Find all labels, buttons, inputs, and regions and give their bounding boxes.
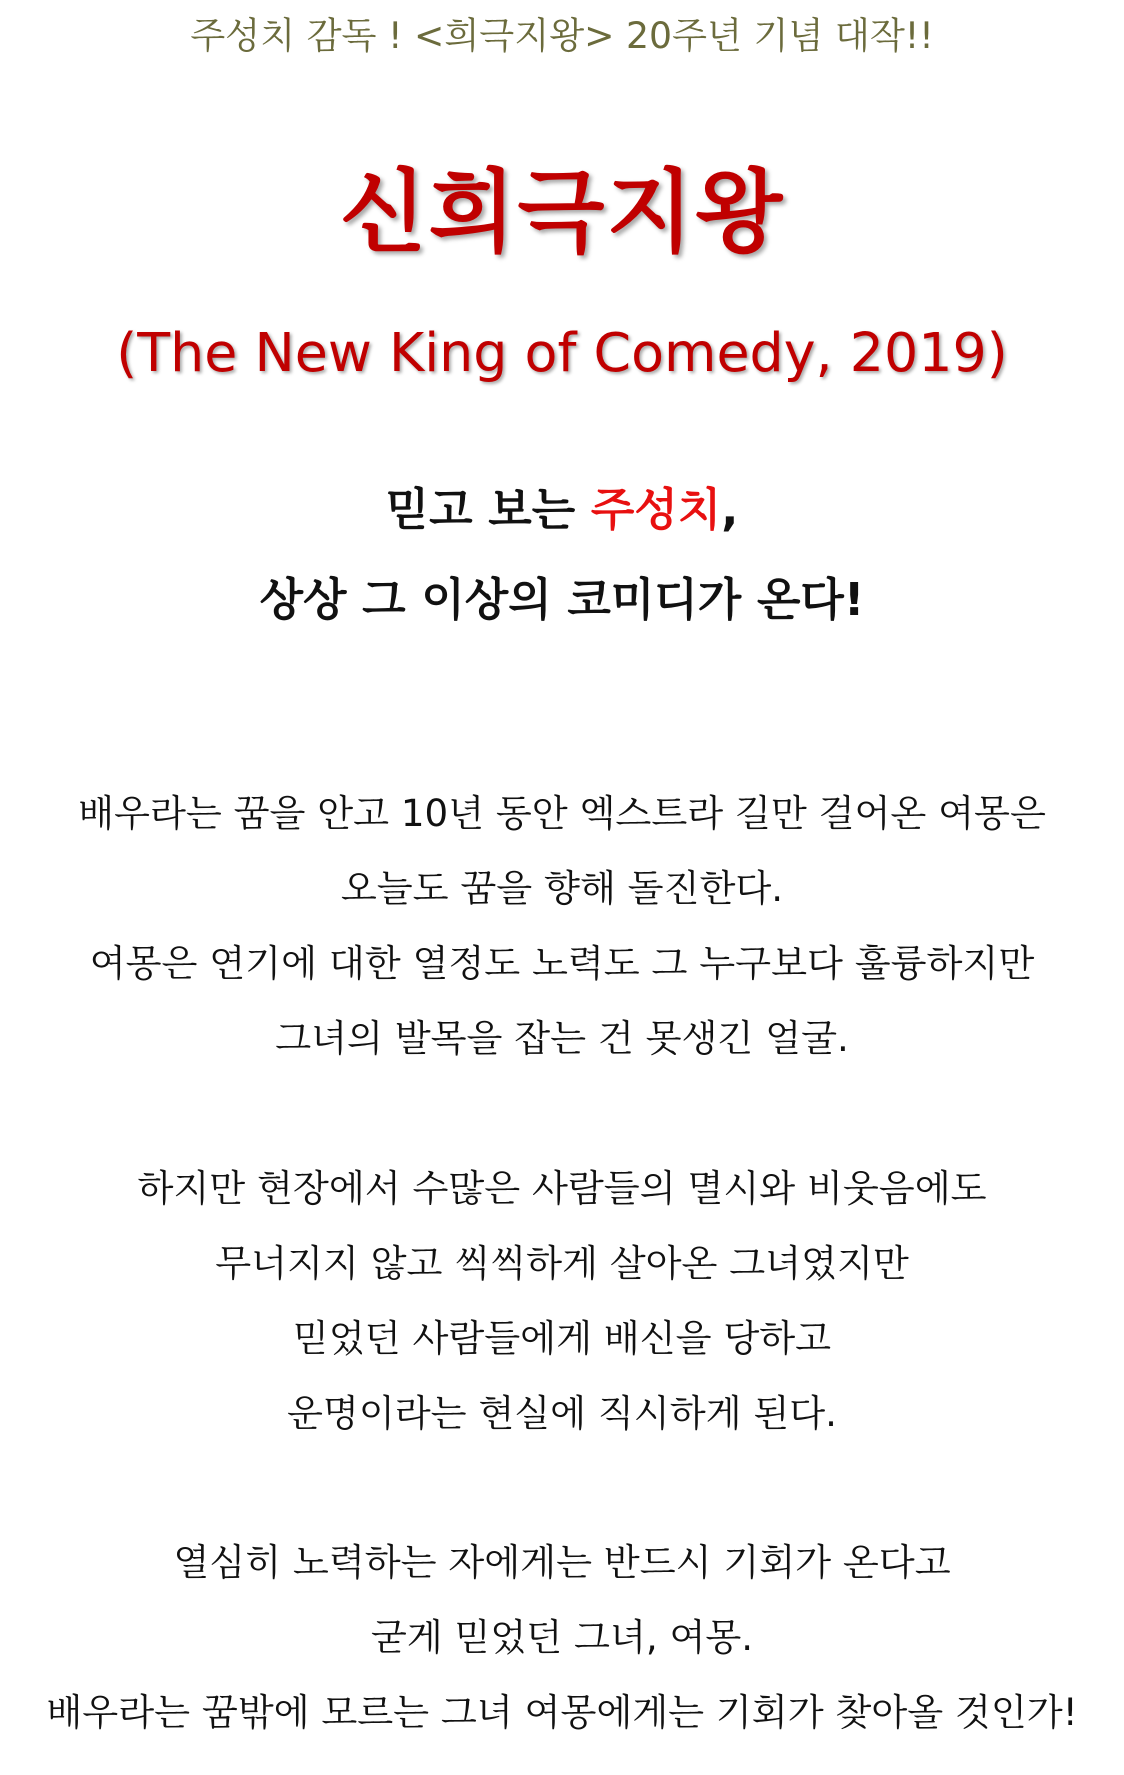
synopsis-line: 무너지지 않고 씩씩하게 살아온 그녀였지만 (215, 1241, 909, 1285)
synopsis-line: 운명이라는 현실에 직시하게 된다. (287, 1391, 837, 1435)
synopsis-line: 배우라는 꿈을 안고 10년 동안 엑스트라 길만 걸어온 여몽은 (78, 791, 1046, 835)
headline-comma: , (721, 483, 739, 536)
synopsis-line: 배우라는 꿈밖에 모르는 그녀 여몽에게는 기회가 찾아올 것인가! (46, 1690, 1078, 1734)
synopsis-line: 굳게 믿었던 그녀, 여몽. (370, 1615, 754, 1659)
headline-line-1 (0, 480, 1124, 540)
synopsis-line: 여몽은 연기에 대한 열정도 노력도 그 누구보다 훌륭하지만 (89, 941, 1035, 985)
synopsis-line: 오늘도 꿈을 향해 돌진한다. (340, 866, 784, 910)
director-name-highlight: 주성치 (590, 483, 722, 536)
synopsis-line: 그녀의 발목을 잡는 건 못생긴 얼굴. (275, 1016, 849, 1060)
anniversary-tagline: 주성치 감독 ! <희극지왕> 20주년 기념 대작!! (190, 14, 934, 57)
english-title: (The New King of Comedy, 2019) (116, 321, 1008, 384)
synopsis-line: 열심히 노력하는 자에게는 반드시 기회가 온다고 (173, 1540, 951, 1584)
headline-prefix: 믿고 보는 (385, 483, 591, 536)
synopsis-line: 하지만 현장에서 수많은 사람들의 멸시와 비웃음에도 (137, 1166, 987, 1210)
synopsis-line: 믿었던 사람들에게 배신을 당하고 (292, 1316, 832, 1360)
headline-line-2: 상상 그 이상의 코미디가 온다! (259, 573, 865, 626)
korean-title: 신희극지왕 (339, 160, 785, 265)
